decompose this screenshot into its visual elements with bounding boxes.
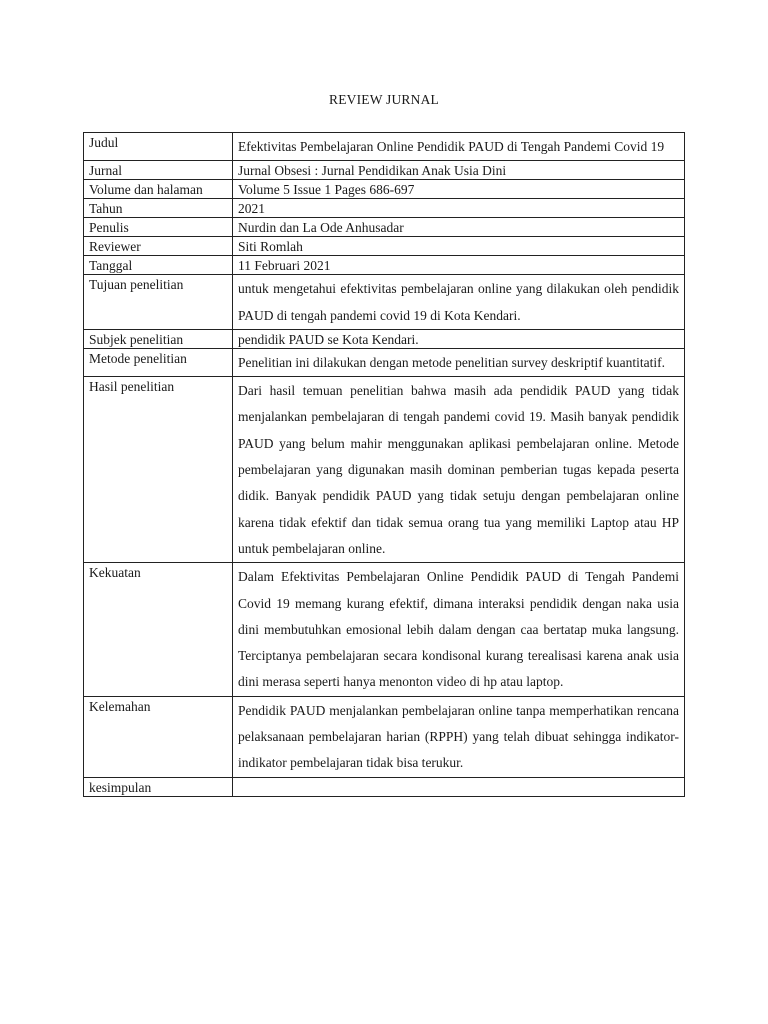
row-value xyxy=(233,777,685,796)
table-row xyxy=(84,377,685,563)
row-value: Volume 5 Issue 1 Pages 686-697 xyxy=(233,180,685,199)
row-value: untuk mengetahui efektivitas pembelajaran online yang dilakukan oleh pendidik PAUD di tengah pandemi covid 19 di Kota Kendari. xyxy=(233,275,685,330)
review-table xyxy=(83,132,685,797)
review-table-body xyxy=(84,133,685,797)
row-value: 2021 xyxy=(233,199,685,218)
row-label: Kelemahan xyxy=(84,696,233,777)
row-label: Tujuan penelitian xyxy=(84,275,233,330)
table-row xyxy=(84,777,685,796)
row-value: Penelitian ini dilakukan dengan metode penelitian survey deskriptif kuantitatif. xyxy=(233,348,685,376)
table-row xyxy=(84,256,685,275)
table-row xyxy=(84,133,685,161)
row-value: Dari hasil temuan penelitian bahwa masih ada pendidik PAUD yang tidak menjalankan pembelajaran di tengah pandemi covid 19. Masih banyak pendidik PAUD yang belum mahir menggunakan aplikasi pembelajaran online. Metode pembelajaran yang digunakan masih dominan pemberian tugas kepada peserta didik. Banyak pendidik PAUD yang tidak setuju dengan pembelajaran online karena tidak efektif dan tidak semua orang tua yang memiliki Laptop atau HP untuk pembelajaran online. xyxy=(233,377,685,563)
row-label: Judul xyxy=(84,133,233,161)
row-label: Volume dan halaman xyxy=(84,180,233,199)
row-label: Tanggal xyxy=(84,256,233,275)
table-row xyxy=(84,696,685,777)
table-row xyxy=(84,348,685,376)
table-row xyxy=(84,199,685,218)
row-value: Jurnal Obsesi : Jurnal Pendidikan Anak Usia Dini xyxy=(233,161,685,180)
table-row xyxy=(84,275,685,330)
table-row xyxy=(84,237,685,256)
row-value: Efektivitas Pembelajaran Online Pendidik PAUD di Tengah Pandemi Covid 19 xyxy=(233,133,685,161)
row-label: kesimpulan xyxy=(84,777,233,796)
table-row xyxy=(84,218,685,237)
row-value: Siti Romlah xyxy=(233,237,685,256)
row-label: Penulis xyxy=(84,218,233,237)
table-row xyxy=(84,161,685,180)
row-value: Nurdin dan La Ode Anhusadar xyxy=(233,218,685,237)
row-value: 11 Februari 2021 xyxy=(233,256,685,275)
row-label: Subjek penelitian xyxy=(84,329,233,348)
row-label: Metode penelitian xyxy=(84,348,233,376)
table-row xyxy=(84,563,685,696)
row-label: Kekuatan xyxy=(84,563,233,696)
document-title: REVIEW JURNAL xyxy=(329,92,439,107)
row-label: Jurnal xyxy=(84,161,233,180)
row-value: Pendidik PAUD menjalankan pembelajaran online tanpa memperhatikan rencana pelaksanaan pembelajaran harian (RPPH) yang telah dibuat sehingga indikator-indikator pembelajaran tidak bisa terukur. xyxy=(233,696,685,777)
table-row xyxy=(84,180,685,199)
row-label: Hasil penelitian xyxy=(84,377,233,563)
table-row xyxy=(84,329,685,348)
row-value: pendidik PAUD se Kota Kendari. xyxy=(233,329,685,348)
row-label: Tahun xyxy=(84,199,233,218)
row-label: Reviewer xyxy=(84,237,233,256)
row-value: Dalam Efektivitas Pembelajaran Online Pendidik PAUD di Tengah Pandemi Covid 19 memang kurang efektif, dimana interaksi pendidik dengan naka usia dini membutuhkan emosional lebih dalam dengan caa bertatap muka langsung. Terciptanya pembelajaran secara kondisonal kurang terealisasi karena anak usia dini merasa seperti hanya menonton video di hp atau laptop. xyxy=(233,563,685,696)
